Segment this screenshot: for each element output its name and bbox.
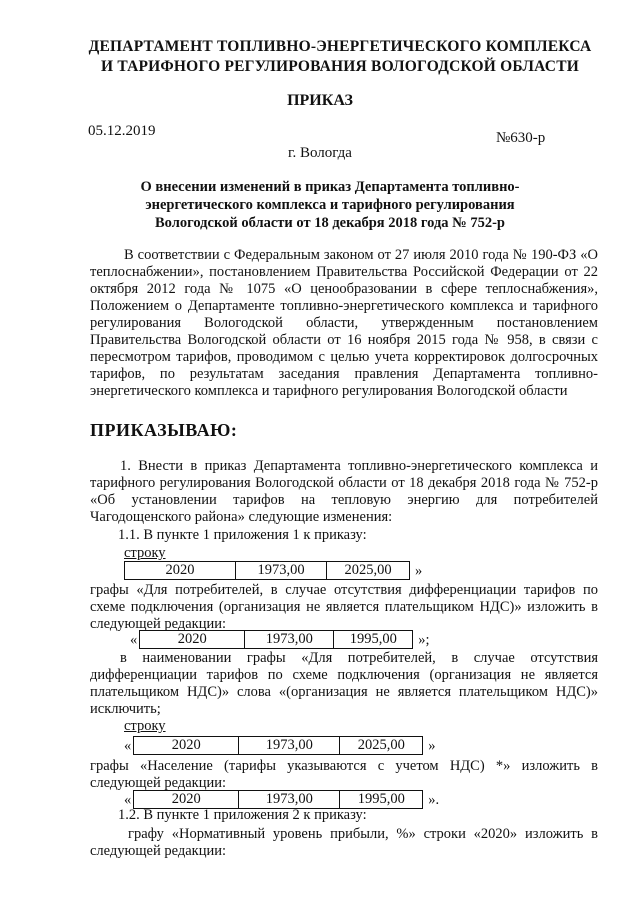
intro-paragraph: В соответствии с Федеральным законом от 27 июля 2010 года № 190-ФЗ «О теплоснабжении», постановлением Правительства Российской Федерации от 22 октября 2012 года № 1075 «О ценообразовании в сфере теплоснабжения», Положением о Департаменте топливно-энергетического комплекса и тарифного регулирования Вологодской области, утвержденным постановлением Правительства Вологодской области от 16 ноября 2015 года № 958, в связи с пересмотром тарифов, проводимом с целью учета корректировок долгосрочных тарифов, по результатам заседания правления Департамента топливно-энергетического комплекса и тарифного регулирования Вологодской области	[90, 247, 598, 399]
decree-heading: ПРИКАЗЫВАЮ:	[90, 420, 238, 440]
table-cell-value-2: 1995,00	[339, 790, 423, 809]
graph-paragraph-3: графу «Нормативный уровень прибыли, %» строки «2020» изложить в следующей редакции:	[90, 826, 598, 859]
graph-paragraph-1: графы «Для потребителей, в случае отсутствия дифференциации тарифов по схеме подключения (организация не является плательщиком НДС)» изложить в следующей редакции:	[90, 582, 598, 632]
close-quote: ».	[428, 792, 440, 808]
row-word-2: строку	[124, 718, 166, 734]
naming-paragraph: в наименовании графы «Для потребителей, в случае отсутствия дифференциации тарифов по схеме подключения (организация не является плательщиком НДС)» слова «(организация не является плательщиком НДС)» исключить;	[90, 650, 598, 717]
table-cell-year: 2020	[139, 630, 245, 649]
table-cell-value-1: 1973,00	[238, 736, 340, 755]
table-cell-year: 2020	[124, 561, 236, 580]
item-1-2-heading: 1.2. В пункте 1 приложения 2 к приказу:	[118, 807, 367, 823]
graph-paragraph-2: графы «Население (тарифы указываются с учетом НДС) *» изложить в следующей редакции:	[90, 758, 598, 791]
close-quote: »	[428, 738, 436, 754]
close-quote: »	[415, 563, 423, 579]
table-cell-year: 2020	[133, 736, 239, 755]
item-1-1-heading: 1.1. В пункте 1 приложения 1 к приказу:	[118, 527, 367, 543]
item-1-paragraph: 1. Внести в приказ Департамента топливно-энергетического комплекса и тарифного регулирования Вологодской области от 18 декабря 2018 года № 752-р «Об установлении тарифов на тепловую энергию для потребителей Чагодощенского района» следующие изменения:	[90, 458, 598, 525]
document-title: ПРИКАЗ	[287, 92, 353, 109]
header-line-2: И ТАРИФНОГО РЕГУЛИРОВАНИЯ ВОЛОГОДСКОЙ ОБЛАСТИ	[101, 58, 579, 75]
open-quote: «	[124, 738, 132, 754]
table-cell-value-1: 1973,00	[238, 790, 340, 809]
document-city: г. Вологда	[288, 145, 352, 161]
header-line-1: ДЕПАРТАМЕНТ ТОПЛИВНО-ЭНЕРГЕТИЧЕСКОГО КОМПЛЕКСА	[88, 38, 592, 55]
table-row-1	[124, 561, 428, 580]
close-quote: »;	[418, 632, 430, 648]
table-cell-value-2: 2025,00	[339, 736, 423, 755]
table-cell-year: 2020	[133, 790, 239, 809]
table-row-2	[130, 630, 436, 649]
table-cell-value-1: 1973,00	[235, 561, 327, 580]
document-subject: О внесении изменений в приказ Департамента топливно-энергетического комплекса и тарифного регулирования Вологодской области от 18 декабря 2018 года № 752-р	[140, 179, 520, 231]
table-cell-value-1: 1973,00	[244, 630, 334, 649]
table-row-3	[124, 736, 442, 755]
document-date: 05.12.2019	[88, 123, 156, 139]
open-quote: «	[124, 792, 132, 808]
document-number: №630-р	[496, 130, 546, 146]
table-cell-value-2: 2025,00	[326, 561, 410, 580]
open-quote: «	[130, 632, 138, 648]
table-cell-value-2: 1995,00	[333, 630, 413, 649]
row-word-1: строку	[124, 545, 166, 561]
